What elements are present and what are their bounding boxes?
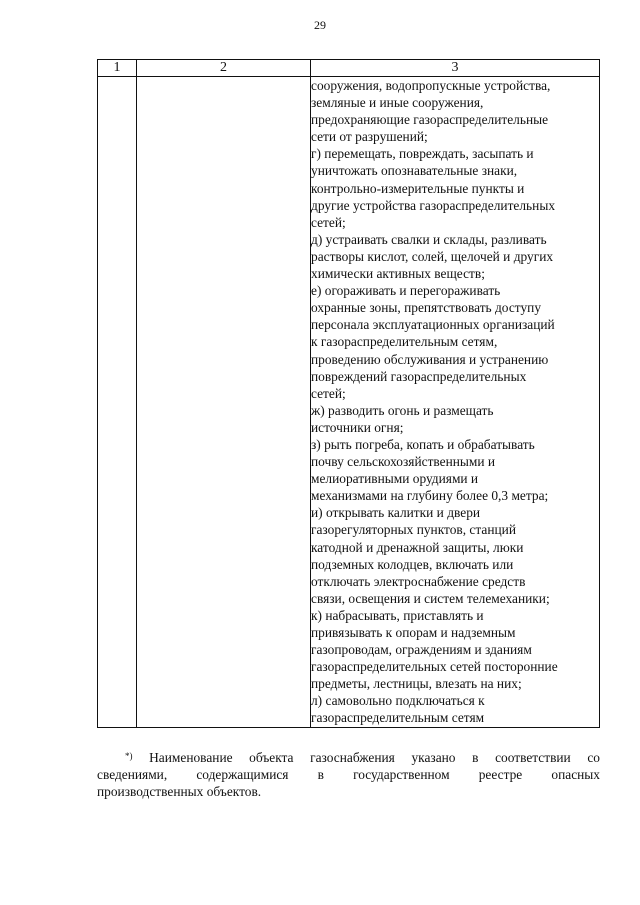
text-line: ж) разводить огонь и размещать: [311, 402, 494, 418]
text-line: катодной и дренажной защиты, люки: [311, 539, 524, 555]
text-line: к газораспределительным сетям,: [311, 334, 498, 350]
text-line: почву сельскохозяйственными и: [311, 454, 496, 470]
column-header-1: 1: [98, 60, 137, 77]
text-line: растворы кислот, солей, щелочей и других: [311, 248, 554, 264]
text-line: сооружения, водопропускные устройства,: [311, 78, 551, 93]
footnote-line: производственных объектов.: [97, 784, 262, 800]
text-line: персонала эксплуатационных организаций: [311, 317, 555, 333]
text-line: з) рыть погреба, копать и обрабатывать: [311, 436, 535, 452]
text-line: л) самовольно подключаться к: [311, 693, 485, 709]
text-line: контрольно-измерительные пункты и: [311, 180, 525, 196]
column-header-3: 3: [311, 60, 600, 77]
table-header-row: [98, 60, 600, 77]
text-line: проведению обслуживания и устранению: [311, 351, 549, 367]
text-line: газораспределительных сетей посторонние: [311, 659, 558, 675]
text-line: сетей;: [311, 214, 346, 230]
footnote-line: [97, 749, 600, 766]
column-header-2: 2: [137, 60, 311, 77]
text-line: повреждений газораспределительных: [311, 368, 527, 384]
text-line: предметы, лестницы, влезать на них;: [311, 676, 522, 692]
text-line: д) устраивать свалки и склады, разливать: [311, 231, 547, 247]
text-line: земляные и иные сооружения,: [311, 95, 484, 111]
page-number: 29: [314, 18, 326, 32]
footnote-text: Наименование объекта газоснабжения указано в соответствии со: [149, 750, 600, 765]
text-line: г) перемещать, повреждать, засыпать и: [311, 146, 534, 162]
text-line: сетей;: [311, 385, 346, 401]
footnote-marker: *): [125, 751, 133, 761]
text-line: связи, освещения и систем телемеханики;: [311, 590, 550, 606]
footnote: [97, 749, 600, 800]
text-line: химически активных веществ;: [311, 266, 485, 282]
text-line: отключать электроснабжение средств: [311, 573, 526, 589]
text-line: привязывать к опорам и надземным: [311, 625, 516, 640]
requirements-table: [97, 59, 600, 728]
text-line: предохраняющие газораспределительные: [311, 112, 549, 128]
text-line: газопроводам, ограждениям и зданиям: [311, 642, 532, 658]
text-line: подземных колодцев, включать или: [311, 556, 514, 572]
text-line: уничтожать опознавательные знаки,: [311, 163, 518, 179]
text-line: газорегуляторных пунктов, станций: [311, 522, 517, 538]
table-row: [98, 77, 600, 728]
text-line: механизмами на глубину более 0,3 метра;: [311, 488, 549, 504]
cell-col3-restrictions: [311, 77, 600, 728]
footnote-line: сведениями, содержащимися в государственном реестре опасных: [97, 767, 600, 783]
text-line: и) открывать калитки и двери: [311, 505, 481, 521]
text-line: источники огня;: [311, 419, 404, 435]
text-line: мелиоративными орудиями и: [311, 471, 479, 487]
text-line: к) набрасывать, приставлять и: [311, 607, 484, 623]
cell-col2: [137, 77, 311, 728]
text-line: другие устройства газораспределительных: [311, 197, 556, 213]
text-line: е) огораживать и перегораживать: [311, 283, 501, 299]
text-line: сети от разрушений;: [311, 129, 428, 145]
cell-col1: [98, 77, 137, 728]
text-line: охранные зоны, препятствовать доступу: [311, 300, 542, 316]
text-line: газораспределительным сетям: [311, 710, 485, 726]
